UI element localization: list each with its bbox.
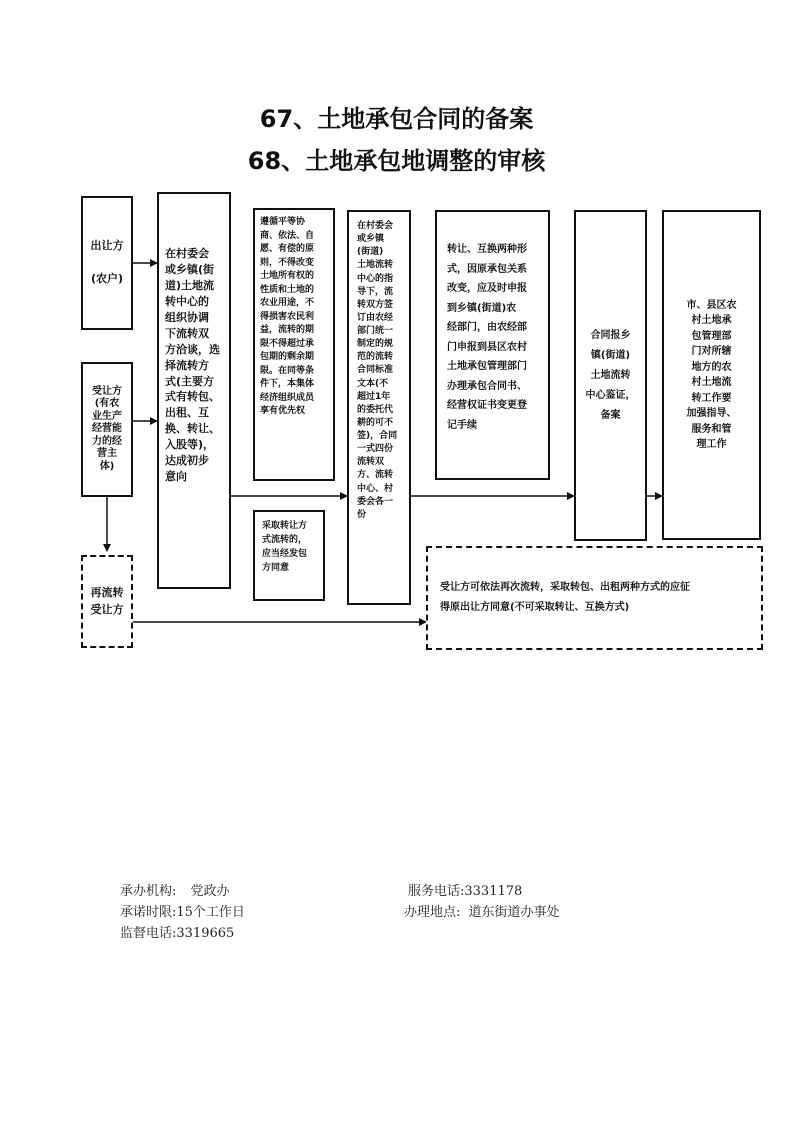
footer-location <box>404 901 560 920</box>
page-title-67: 67、土地承包合同的备案 <box>259 105 534 133</box>
footer-service-phone <box>408 880 522 899</box>
box-contract-signing: 在村委会 或乡镇 (街道) 土地流转 中心的指 导下，流 转双方签 订由农经 部门统一 制定的规 范的流转 合同标准 文本(不 超过1年 的委托代 耕的可不 签)，合同 一式四份 流转双 方、流转 中心、村 委会各一 份 <box>347 210 411 605</box>
box-registration: 转让、互换两种形 式，因原承包关系 改变，应及时申报 到乡镇(街道)农 经部门，由农经部 门申报到县区农村 土地承包管理部门 办理承包合同书、 经营权证书变更登 记手续 <box>435 210 550 480</box>
box-principles: 遵循平等协 商、依法、自 愿、有偿的原 则，不得改变 土地所有权的 性质和土地的 农业用途，不 得损害农民利 益，流转的期 限不得超过承 包期的剩余期 限。在同等条 件下，本集体 经济组织成员 享有优先权 <box>253 208 335 481</box>
footer-location-label: 办理地点: <box>404 905 461 920</box>
box-filing: 合同报乡 镇(街道) 土地流转 中心鉴证， 备案 <box>574 210 647 541</box>
box-transfer-consent: 采取转让方 式流转的， 应当经发包 方同意 <box>253 510 325 601</box>
footer-agency <box>120 880 230 899</box>
page-title-68: 68、土地承包地调整的审核 <box>247 147 546 175</box>
footer-service-phone-value: 3331178 <box>464 884 523 899</box>
box-transferor: 出让方 (农户) <box>81 196 133 330</box>
box-re-transfer-note: 受让方可依法再次流转，采取转包、出租两种方式的应征 得原出让方同意(不可采取转让、互换方式) <box>426 546 763 650</box>
footer-deadline <box>120 901 245 920</box>
box-re-transferee: 再流转 受让方 <box>81 555 133 648</box>
footer-deadline-value: 15个工作日 <box>176 905 245 920</box>
footer-deadline-label: 承诺时限: <box>120 905 177 920</box>
box-county-guidance: 市、县区农 村土地承 包管理部 门对所辖 地方的农 村土地流 转工作要 加强指导、 服务和管 理工作 <box>662 210 761 540</box>
footer-agency-value: 党政办 <box>190 884 230 899</box>
footer-supervision-phone <box>120 922 234 941</box>
footer-agency-label: 承办机构: <box>120 884 177 899</box>
footer-supervision-phone-label: 监督电话: <box>120 926 177 941</box>
footer-supervision-phone-value: 3319665 <box>176 926 235 941</box>
box-transferee: 受让方 (有农 业生产 经营能 力的经 营主 体) <box>81 362 133 497</box>
footer-location-value: 道东街道办事处 <box>468 905 560 920</box>
box-negotiation: 在村委会 或乡镇(街 道)土地流 转中心的 组织协调 下流转双 方洽谈，选 择流转方 式(主要方 式有转包、 出租、互 换、转让、 入股等)， 达成初步 意向 <box>157 192 231 589</box>
footer-service-phone-label: 服务电话: <box>408 884 465 899</box>
